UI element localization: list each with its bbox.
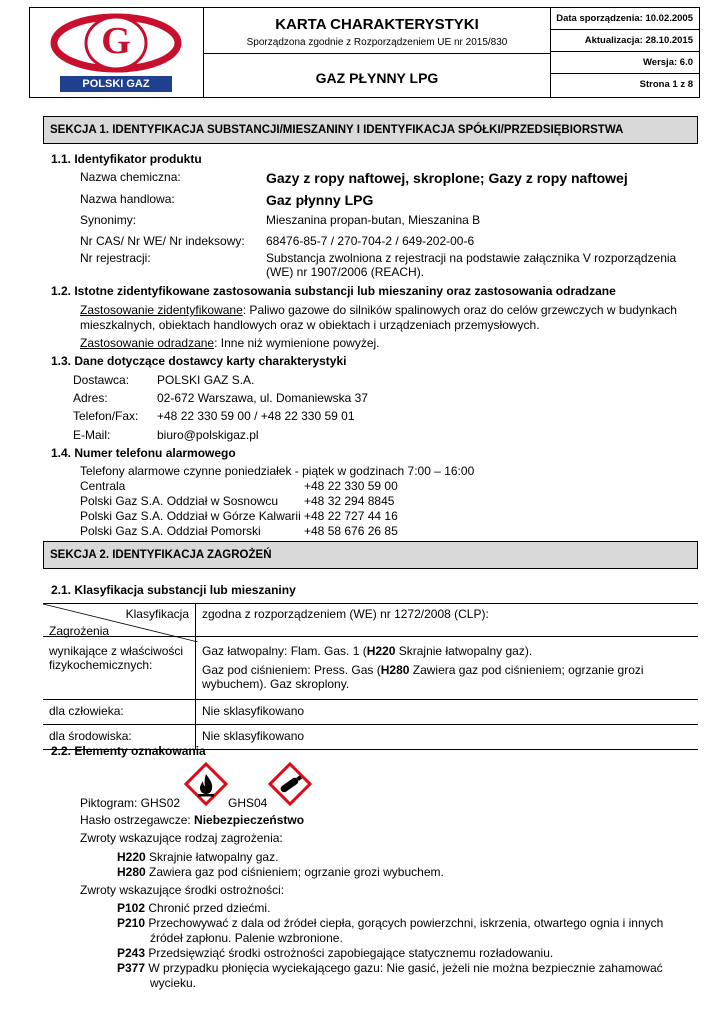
supplier-label: Dostawca:	[73, 373, 130, 387]
section-1-header: SEKCJA 1. IDENTYFIKACJA SUBSTANCJI/MIESZANINY I IDENTYFIKACJA SPÓŁKI/PRZEDSIĘBIORSTWA	[43, 116, 698, 144]
logo-letter: G	[101, 20, 131, 62]
hazard-intro: Zwroty wskazujące rodzaj zagrożenia:	[80, 831, 283, 845]
precaution-p243: P243 Przedsięwziąć środki ostrożności zapobiegające statycznemu rozładowaniu.	[117, 946, 554, 960]
cas-label: Nr CAS/ Nr WE/ Nr indeksowy:	[80, 234, 245, 248]
alarm-phone: +48 22 727 44 16	[304, 509, 398, 523]
zagrozenia-label: Zagrożenia	[49, 624, 110, 638]
table-head-regulation: zgodna z rozporządzeniem (WE) nr 1272/2008 (CLP):	[196, 604, 699, 637]
klasyfikacja-label: Klasyfikacja	[125, 607, 189, 621]
page-number: Strona 1 z 8	[639, 79, 693, 90]
heading-1-1: 1.1. Identyfikator produktu	[51, 152, 202, 166]
trade-name-label: Nazwa handlowa:	[80, 192, 175, 206]
precaution-p210-line2: źródeł zapłonu. Palenie wzbronione.	[150, 931, 343, 945]
env-value: Nie sklasyfikowano	[196, 725, 699, 750]
phys-value: Gaz łatwopalny: Flam. Gas. 1 (H220 Skrajnie łatwopalny gaz). Gaz pod ciśnieniem: Press. Gas (H280 Zawiera gaz pod ciśnieniem; ogrzanie grozi wybuchem). Gaz skroplony.	[196, 637, 699, 700]
identified-use-line2: mieszkalnych, obiektach handlowych oraz w obiektach i urządzeniach przemysłowych.	[80, 318, 540, 332]
doc-title: KARTA CHARAKTERYSTYKI	[275, 16, 479, 33]
alarm-phone: +48 22 330 59 00	[304, 479, 398, 493]
pictogram-ghs04: GHS04	[228, 796, 268, 810]
signal-word: Hasło ostrzegawcze: Niebezpieczeństwo	[80, 813, 305, 827]
creation-date: Data sporządzenia: 10.02.2005	[551, 8, 699, 30]
version: Wersja: 6.0	[551, 52, 699, 74]
gas-cylinder-pictogram-icon	[268, 762, 312, 806]
precaution-p377-line2: wycieku.	[150, 976, 197, 990]
alarm-phone: +48 32 294 8845	[304, 494, 395, 508]
document-header	[29, 7, 700, 98]
heading-2-1: 2.1. Klasyfikacja substancji lub mieszaniny	[51, 583, 296, 597]
hazard-statement: H280 Zawiera gaz pod ciśnieniem; ogrzanie grozi wybuchem.	[117, 865, 444, 879]
precaution-p102: P102 Chronić przed dziećmi.	[117, 901, 271, 915]
table-row	[43, 604, 698, 637]
update-date: Aktualizacja: 28.10.2015	[551, 30, 699, 52]
alarm-name: Centrala	[80, 479, 126, 493]
alarm-name: Polski Gaz S.A. Oddział w Górze Kalwarii	[80, 509, 301, 523]
chem-name-label: Nazwa chemiczna:	[80, 170, 181, 184]
synonyms-label: Synonimy:	[80, 213, 137, 227]
address-value: 02-672 Warszawa, ul. Domaniewska 37	[157, 391, 368, 405]
section-2-header: SEKCJA 2. IDENTYFIKACJA ZAGROŻEŃ	[43, 541, 698, 569]
address-label: Adres:	[73, 391, 108, 405]
advised-against-use: Zastosowanie odradzane: Inne niż wymienione powyżej.	[80, 336, 380, 350]
alarm-intro: Telefony alarmowe czynne poniedziałek - piątek w godzinach 7:00 – 16:00	[80, 464, 475, 478]
alarm-name: Polski Gaz S.A. Oddział Pomorski	[80, 524, 261, 538]
company-logo	[30, 8, 204, 97]
product-name: GAZ PŁYNNY LPG	[315, 70, 439, 86]
heading-1-4: 1.4. Numer telefonu alarmowego	[51, 446, 236, 460]
precaution-intro: Zwroty wskazujące środki ostrożności:	[80, 883, 285, 897]
registration-value-line2: (WE) nr 1907/2006 (REACH).	[266, 265, 425, 279]
table-corner-cell	[43, 604, 196, 637]
alarm-name: Polski Gaz S.A. Oddział w Sosnowcu	[80, 494, 279, 508]
classification-table	[43, 603, 698, 750]
table-row	[43, 700, 698, 725]
heading-1-2: 1.2. Istotne zidentyfikowane zastosowania substancji lub mieszaniny oraz zastosowania odradzane	[51, 284, 616, 298]
human-label: dla człowieka:	[43, 700, 196, 725]
chem-name-value: Gazy z ropy naftowej, skroplone; Gazy z ropy naftowej	[266, 170, 628, 186]
identified-use: Zastosowanie zidentyfikowane: Paliwo gazowe do silników spalinowych oraz do celów grzewczych w budynkach	[80, 303, 677, 317]
phys-label: wynikające z właściwości fizykochemicznych:	[43, 637, 196, 700]
pictogram-label: Piktogram: GHS02	[80, 796, 181, 810]
synonyms-value: Mieszanina propan-butan, Mieszanina B	[266, 213, 481, 227]
precaution-p210: P210 Przechowywać z dala od źródeł ciepła, gorących powierzchni, iskrzenia, otwartego ognia i innych	[117, 916, 664, 930]
registration-value-line1: Substancja zwolniona z rejestracji na podstawie załącznika V rozporządzenia	[266, 251, 677, 265]
precaution-p377: P377 W przypadku płonięcia wyciekającego gazu: Nie gasić, jeżeli nie można bezpiecznie zahamować	[117, 961, 663, 975]
logo-text: POLSKI GAZ	[82, 78, 150, 90]
heading-2-2: 2.2. Elementy oznakowania	[51, 744, 206, 758]
heading-1-3: 1.3. Dane dotyczące dostawcy karty charakterystyki	[51, 354, 347, 368]
email-link[interactable]: biuro@polskigaz.pl	[157, 428, 259, 442]
email-label: E-Mail:	[73, 428, 111, 442]
human-value: Nie sklasyfikowano	[196, 700, 699, 725]
hazard-statement: H220 Skrajnie łatwopalny gaz.	[117, 850, 279, 864]
cas-value: 68476-85-7 / 270-704-2 / 649-202-00-6	[266, 234, 475, 248]
doc-subtitle: Sporządzona zgodnie z Rozporządzeniem UE nr 2015/830	[246, 37, 508, 48]
supplier-value: POLSKI GAZ S.A.	[157, 373, 255, 387]
registration-label: Nr rejestracji:	[80, 251, 151, 265]
trade-name-value: Gaz płynny LPG	[266, 192, 374, 208]
phone-label: Telefon/Fax:	[73, 409, 139, 423]
phone-value: +48 22 330 59 00 / +48 22 330 59 01	[157, 409, 355, 423]
table-row	[43, 637, 698, 700]
alarm-phone: +48 58 676 26 85	[304, 524, 398, 538]
flame-pictogram-icon	[184, 762, 228, 806]
env-label: dla środowiska:	[43, 725, 196, 750]
header-meta	[551, 8, 699, 97]
header-title-block	[204, 8, 551, 97]
